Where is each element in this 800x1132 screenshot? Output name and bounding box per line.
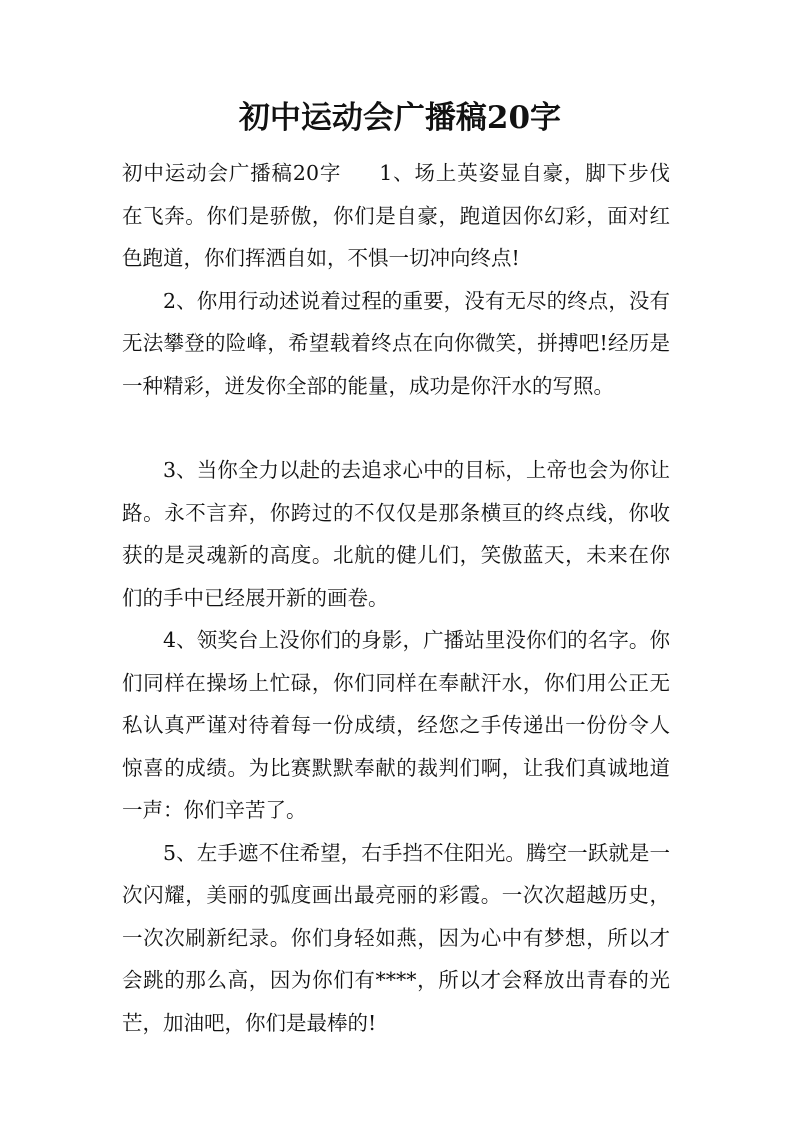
- document-title: 初中运动会广播稿20字: [238, 100, 562, 136]
- paragraph-1: [122, 152, 670, 280]
- paragraph-spacer: [122, 407, 670, 449]
- paragraph-5: 5、左手遮不住希望，右手挡不住阳光。腾空一跃就是一次闪耀，美丽的弧度画出最亮丽的彩霞。一次次超越历史，一次次刷新纪录。你们身轻如燕，因为心中有梦想，所以才会跳的那么高，因为你们有****，所以才会释放出青春的光芒，加油吧，你们是最棒的!: [122, 840, 670, 1035]
- paragraph-2: 2、你用行动述说着过程的重要，没有无尽的终点，没有无法攀登的险峰，希望载着终点在向你微笑，拼搏吧!经历是一种精彩，迸发你全部的能量，成功是你汗水的写照。: [122, 288, 670, 398]
- paragraph-4: 4、领奖台上没你们的身影，广播站里没你们的名字。你们同样在操场上忙碌，你们同样在奉献汗水，你们用公正无私认真严谨对待着每一份成绩，经您之手传递出一份份令人惊喜的成绩。为比赛默默奉献的裁判们啊，让我们真诚地道一声：你们辛苦了。: [122, 628, 670, 822]
- paragraph-3: 3、当你全力以赴的去追求心中的目标，上帝也会为你让路。永不言弃，你跨过的不仅仅是那条横亘的终点线，你收获的是灵魂新的高度。北航的健儿们，笑傲蓝天，未来在你们的手中已经展开新的画卷。: [122, 458, 670, 610]
- paragraph-1-text: 1、场上英姿显自豪，脚下步伐在飞奔。你们是骄傲，你们是自豪，跑道因你幻彩，面对红色跑道，你们挥洒自如，不惧一切冲向终点!: [122, 161, 671, 270]
- document-body: [122, 152, 670, 1044]
- paragraph-1-lead: 初中运动会广播稿20字: [122, 161, 342, 185]
